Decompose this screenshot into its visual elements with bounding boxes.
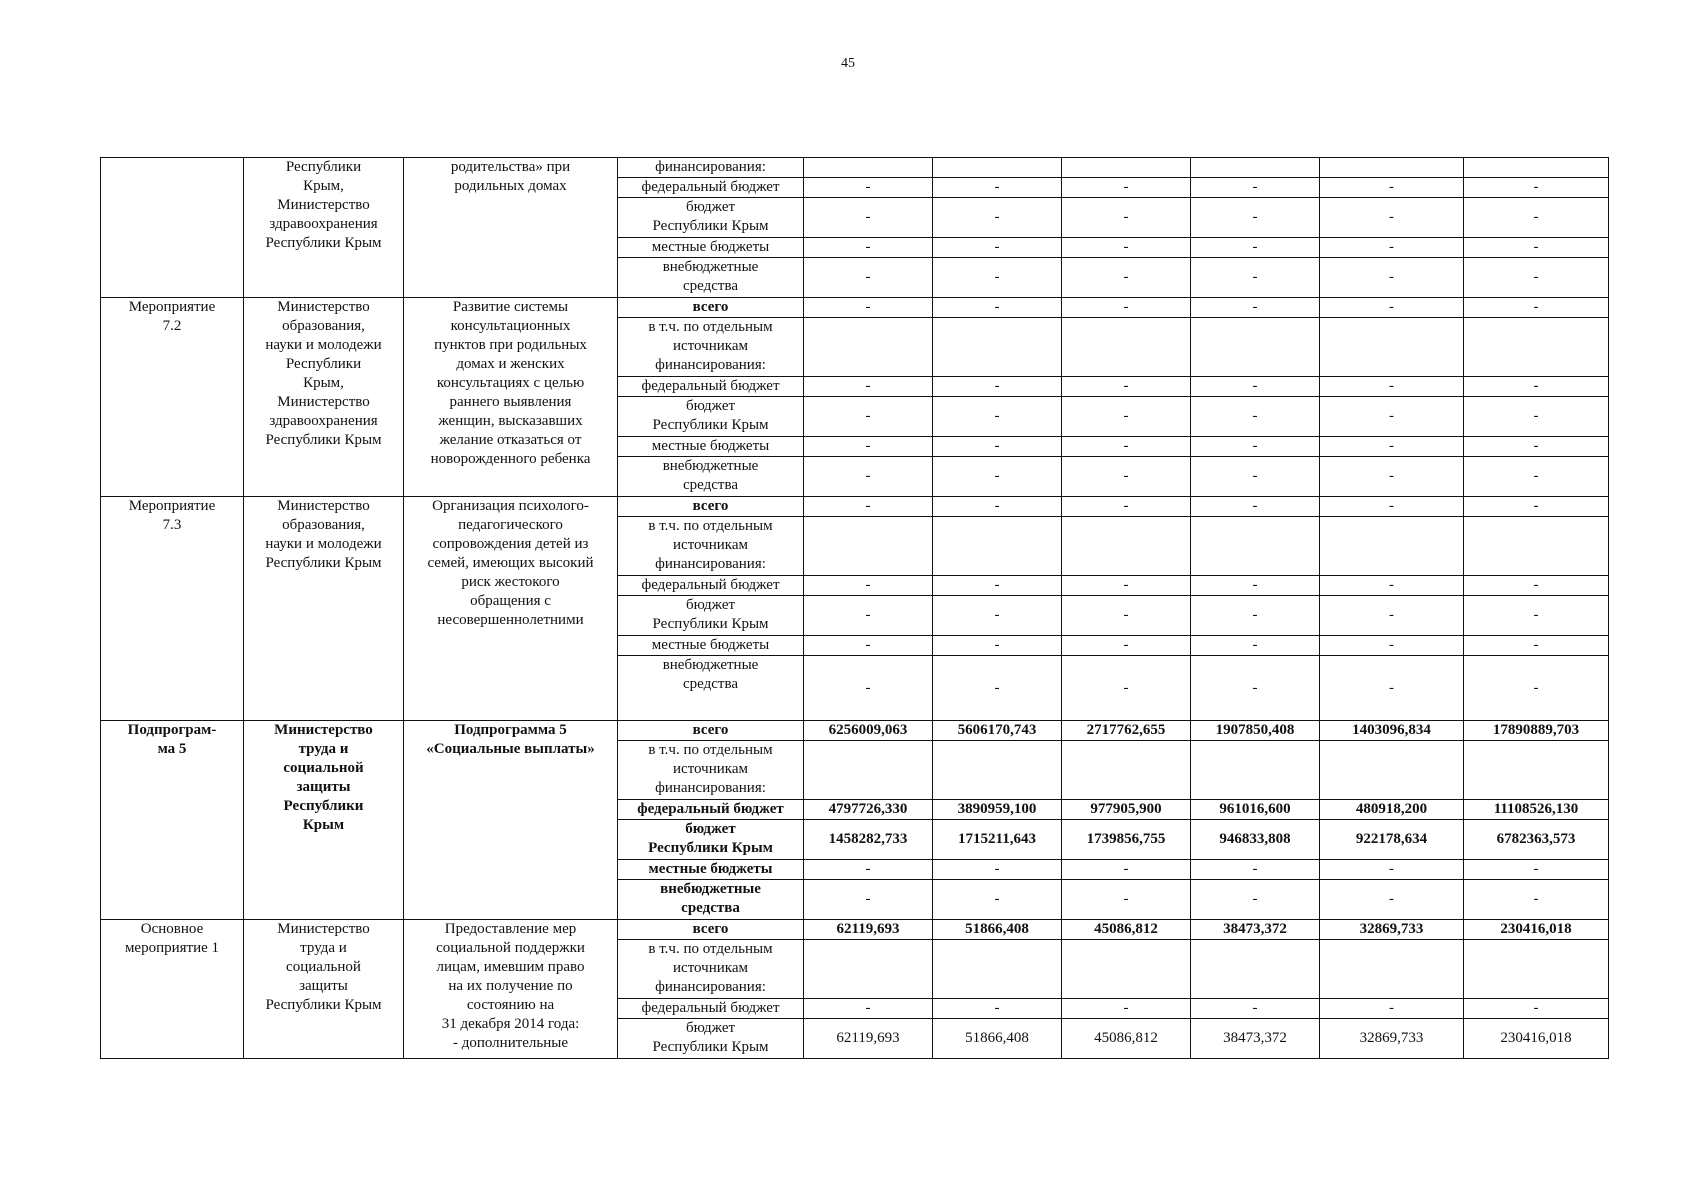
cell-value: - bbox=[1191, 576, 1320, 596]
cell-source: федеральный бюджет bbox=[618, 178, 804, 198]
cell-value: - bbox=[1320, 999, 1464, 1019]
cell-value: - bbox=[933, 198, 1062, 238]
cell-value: - bbox=[1191, 298, 1320, 318]
cell-value bbox=[933, 940, 1062, 999]
cell-value: - bbox=[1464, 999, 1609, 1019]
cell-source: бюджет Республики Крым bbox=[618, 596, 804, 636]
cell-value bbox=[1464, 318, 1609, 377]
cell-value: - bbox=[1191, 258, 1320, 298]
cell-value: - bbox=[804, 860, 933, 880]
cell-name: Подпрограм- ма 5 bbox=[101, 721, 244, 920]
cell-value: - bbox=[1464, 298, 1609, 318]
cell-value: 38473,372 bbox=[1191, 1019, 1320, 1059]
cell-value bbox=[1191, 158, 1320, 178]
page-number: 45 bbox=[841, 56, 855, 71]
cell-value: - bbox=[1320, 457, 1464, 497]
cell-value: - bbox=[804, 497, 933, 517]
cell-value bbox=[1062, 318, 1191, 377]
cell-value: - bbox=[1320, 656, 1464, 721]
cell-value: - bbox=[1062, 238, 1191, 258]
cell-value: - bbox=[1320, 880, 1464, 920]
cell-value: 38473,372 bbox=[1191, 920, 1320, 940]
cell-value: - bbox=[933, 656, 1062, 721]
cell-value: - bbox=[1191, 497, 1320, 517]
cell-source: федеральный бюджет bbox=[618, 377, 804, 397]
cell-value: 6782363,573 bbox=[1464, 820, 1609, 860]
cell-value: 1458282,733 bbox=[804, 820, 933, 860]
cell-source: бюджет Республики Крым bbox=[618, 1019, 804, 1059]
cell-value: - bbox=[1320, 238, 1464, 258]
cell-value: - bbox=[1320, 437, 1464, 457]
cell-value bbox=[1464, 517, 1609, 576]
cell-value: - bbox=[933, 636, 1062, 656]
cell-value: - bbox=[1062, 576, 1191, 596]
cell-value: - bbox=[1320, 377, 1464, 397]
cell-value: 45086,812 bbox=[1062, 920, 1191, 940]
cell-description: Предоставление мер социальной поддержки лицам, имевшим право на их получение по состоянию на 31 декабря 2014 года: - дополнительные bbox=[404, 920, 618, 1059]
cell-value: - bbox=[1320, 596, 1464, 636]
cell-value: 1403096,834 bbox=[1320, 721, 1464, 741]
cell-value: - bbox=[804, 656, 933, 721]
cell-value: - bbox=[1320, 576, 1464, 596]
cell-value: - bbox=[804, 596, 933, 636]
cell-source: бюджет Республики Крым bbox=[618, 820, 804, 860]
cell-value bbox=[804, 517, 933, 576]
cell-value: - bbox=[1191, 596, 1320, 636]
cell-source: внебюджетные средства bbox=[618, 457, 804, 497]
cell-source: местные бюджеты bbox=[618, 437, 804, 457]
cell-value: - bbox=[933, 880, 1062, 920]
cell-value: 32869,733 bbox=[1320, 920, 1464, 940]
cell-value: 1715211,643 bbox=[933, 820, 1062, 860]
cell-value: - bbox=[1320, 636, 1464, 656]
cell-value: - bbox=[1062, 457, 1191, 497]
cell-source: внебюджетные средства bbox=[618, 880, 804, 920]
cell-name: Мероприятие 7.2 bbox=[101, 298, 244, 497]
cell-source: всего bbox=[618, 920, 804, 940]
cell-source: всего bbox=[618, 497, 804, 517]
cell-value: - bbox=[804, 238, 933, 258]
cell-value: - bbox=[1062, 497, 1191, 517]
table-row bbox=[101, 721, 1609, 741]
cell-value: - bbox=[804, 298, 933, 318]
cell-value: 922178,634 bbox=[1320, 820, 1464, 860]
cell-value: - bbox=[933, 178, 1062, 198]
cell-value bbox=[1320, 517, 1464, 576]
cell-source: всего bbox=[618, 721, 804, 741]
cell-value: - bbox=[1464, 457, 1609, 497]
cell-value: - bbox=[804, 457, 933, 497]
cell-value: - bbox=[1062, 636, 1191, 656]
cell-value: - bbox=[1464, 596, 1609, 636]
cell-value bbox=[1191, 517, 1320, 576]
table-row bbox=[101, 497, 1609, 517]
cell-value bbox=[1320, 318, 1464, 377]
cell-value: 3890959,100 bbox=[933, 800, 1062, 820]
cell-value bbox=[933, 158, 1062, 178]
cell-value: - bbox=[1464, 880, 1609, 920]
financing-table bbox=[100, 157, 1609, 1059]
cell-value: - bbox=[1464, 656, 1609, 721]
cell-value: - bbox=[804, 999, 933, 1019]
cell-value bbox=[1320, 741, 1464, 800]
cell-value: - bbox=[933, 377, 1062, 397]
table-row bbox=[101, 920, 1609, 940]
cell-value: - bbox=[1320, 298, 1464, 318]
cell-source: федеральный бюджет bbox=[618, 800, 804, 820]
cell-source: бюджет Республики Крым bbox=[618, 198, 804, 238]
cell-value: - bbox=[1464, 198, 1609, 238]
cell-value: - bbox=[1062, 198, 1191, 238]
cell-value: 1739856,755 bbox=[1062, 820, 1191, 860]
cell-value: - bbox=[1191, 198, 1320, 238]
cell-description: Организация психолого- педагогического сопровождения детей из семей, имеющих высокий риск жестокого обращения с несовершеннолетними bbox=[404, 497, 618, 721]
cell-source: федеральный бюджет bbox=[618, 999, 804, 1019]
cell-value: - bbox=[1191, 636, 1320, 656]
cell-value: 1907850,408 bbox=[1191, 721, 1320, 741]
cell-value: - bbox=[1464, 178, 1609, 198]
cell-value: - bbox=[804, 198, 933, 238]
cell-source: всего bbox=[618, 298, 804, 318]
cell-executor: Министерство образования, науки и молодежи Республики Крым bbox=[244, 497, 404, 721]
cell-value bbox=[933, 517, 1062, 576]
cell-description: Подпрограмма 5 «Социальные выплаты» bbox=[404, 721, 618, 920]
cell-value: - bbox=[1320, 258, 1464, 298]
cell-executor: Министерство образования, науки и молодежи Республики Крым, Министерство здравоохранения Республики Крым bbox=[244, 298, 404, 497]
cell-source: бюджет Республики Крым bbox=[618, 397, 804, 437]
cell-source: финансирования: bbox=[618, 158, 804, 178]
cell-value: 62119,693 bbox=[804, 1019, 933, 1059]
cell-source: местные бюджеты bbox=[618, 860, 804, 880]
cell-value: - bbox=[933, 457, 1062, 497]
cell-value: - bbox=[1464, 860, 1609, 880]
cell-value bbox=[804, 158, 933, 178]
table-row bbox=[101, 298, 1609, 318]
cell-description: родительства» при родильных домах bbox=[404, 158, 618, 298]
cell-value bbox=[1464, 158, 1609, 178]
cell-source: в т.ч. по отдельным источникам финансирования: bbox=[618, 517, 804, 576]
cell-value: - bbox=[1191, 238, 1320, 258]
cell-value: - bbox=[804, 377, 933, 397]
cell-value: - bbox=[1464, 576, 1609, 596]
cell-value: - bbox=[1320, 178, 1464, 198]
cell-value: - bbox=[1191, 656, 1320, 721]
cell-value: - bbox=[933, 238, 1062, 258]
cell-value: 11108526,130 bbox=[1464, 800, 1609, 820]
cell-value bbox=[1191, 940, 1320, 999]
cell-value: - bbox=[933, 258, 1062, 298]
cell-value: - bbox=[1464, 437, 1609, 457]
cell-value bbox=[1062, 517, 1191, 576]
cell-value bbox=[933, 741, 1062, 800]
cell-value: - bbox=[1191, 457, 1320, 497]
cell-value: - bbox=[1464, 258, 1609, 298]
cell-source: в т.ч. по отдельным источникам финансирования: bbox=[618, 318, 804, 377]
cell-source: местные бюджеты bbox=[618, 238, 804, 258]
cell-value: 977905,900 bbox=[1062, 800, 1191, 820]
cell-value: - bbox=[933, 999, 1062, 1019]
cell-value: - bbox=[804, 576, 933, 596]
cell-value bbox=[1062, 158, 1191, 178]
cell-value: 51866,408 bbox=[933, 1019, 1062, 1059]
cell-value: - bbox=[804, 636, 933, 656]
cell-value: - bbox=[1062, 656, 1191, 721]
cell-source: внебюджетные средства bbox=[618, 258, 804, 298]
cell-value: - bbox=[933, 576, 1062, 596]
cell-executor: Министерство труда и социальной защиты Республики Крым bbox=[244, 721, 404, 920]
cell-value: - bbox=[1191, 397, 1320, 437]
cell-value: - bbox=[1062, 397, 1191, 437]
cell-value: 62119,693 bbox=[804, 920, 933, 940]
cell-value: 17890889,703 bbox=[1464, 721, 1609, 741]
cell-value bbox=[1191, 741, 1320, 800]
cell-value: - bbox=[933, 860, 1062, 880]
cell-value: 6256009,063 bbox=[804, 721, 933, 741]
cell-value: - bbox=[1062, 596, 1191, 636]
cell-value: - bbox=[1320, 397, 1464, 437]
cell-value: - bbox=[933, 596, 1062, 636]
cell-value bbox=[1320, 158, 1464, 178]
cell-value bbox=[804, 318, 933, 377]
cell-source: в т.ч. по отдельным источникам финансирования: bbox=[618, 741, 804, 800]
cell-value: - bbox=[1062, 880, 1191, 920]
cell-value: - bbox=[1464, 397, 1609, 437]
cell-value: - bbox=[1191, 999, 1320, 1019]
cell-value: - bbox=[1464, 497, 1609, 517]
cell-value: - bbox=[1062, 298, 1191, 318]
cell-value: - bbox=[1464, 377, 1609, 397]
cell-value bbox=[1062, 741, 1191, 800]
cell-value bbox=[804, 741, 933, 800]
cell-value: 4797726,330 bbox=[804, 800, 933, 820]
cell-executor: Министерство труда и социальной защиты Республики Крым bbox=[244, 920, 404, 1059]
cell-value: - bbox=[1191, 860, 1320, 880]
cell-value: - bbox=[1320, 198, 1464, 238]
cell-value bbox=[1464, 741, 1609, 800]
cell-value: - bbox=[933, 397, 1062, 437]
cell-value: - bbox=[933, 437, 1062, 457]
cell-value: 230416,018 bbox=[1464, 1019, 1609, 1059]
cell-name: Мероприятие 7.3 bbox=[101, 497, 244, 721]
cell-value: - bbox=[1062, 437, 1191, 457]
cell-executor: Республики Крым, Министерство здравоохранения Республики Крым bbox=[244, 158, 404, 298]
cell-value: - bbox=[804, 258, 933, 298]
cell-value bbox=[1191, 318, 1320, 377]
cell-value: - bbox=[1062, 999, 1191, 1019]
cell-value: - bbox=[1191, 437, 1320, 457]
cell-value: 480918,200 bbox=[1320, 800, 1464, 820]
cell-value: - bbox=[1320, 860, 1464, 880]
cell-value: - bbox=[804, 437, 933, 457]
cell-value: - bbox=[933, 298, 1062, 318]
cell-source: федеральный бюджет bbox=[618, 576, 804, 596]
cell-value: - bbox=[804, 178, 933, 198]
cell-value bbox=[1062, 940, 1191, 999]
cell-value: - bbox=[1062, 377, 1191, 397]
cell-value: - bbox=[933, 497, 1062, 517]
cell-value: - bbox=[804, 880, 933, 920]
cell-value: 51866,408 bbox=[933, 920, 1062, 940]
cell-source: местные бюджеты bbox=[618, 636, 804, 656]
cell-description: Развитие системы консультационных пунктов при родильных домах и женских консультациях с целью раннего выявления женщин, высказавших желание отказаться от новорожденного ребенка bbox=[404, 298, 618, 497]
cell-value: 2717762,655 bbox=[1062, 721, 1191, 741]
cell-value bbox=[1464, 940, 1609, 999]
cell-value: 230416,018 bbox=[1464, 920, 1609, 940]
cell-value: 32869,733 bbox=[1320, 1019, 1464, 1059]
cell-value: - bbox=[1191, 178, 1320, 198]
cell-value: - bbox=[1320, 497, 1464, 517]
cell-source: в т.ч. по отдельным источникам финансирования: bbox=[618, 940, 804, 999]
cell-value: - bbox=[1062, 258, 1191, 298]
cell-value: 45086,812 bbox=[1062, 1019, 1191, 1059]
cell-value: - bbox=[1191, 377, 1320, 397]
cell-value bbox=[1320, 940, 1464, 999]
cell-value: - bbox=[1191, 880, 1320, 920]
cell-value: 961016,600 bbox=[1191, 800, 1320, 820]
cell-source: внебюджетные средства bbox=[618, 656, 804, 721]
cell-value: 946833,808 bbox=[1191, 820, 1320, 860]
cell-value: - bbox=[1062, 860, 1191, 880]
cell-value bbox=[933, 318, 1062, 377]
cell-value: - bbox=[1062, 178, 1191, 198]
cell-value: - bbox=[1464, 636, 1609, 656]
table-row bbox=[101, 158, 1609, 178]
cell-value bbox=[804, 940, 933, 999]
cell-value: - bbox=[804, 397, 933, 437]
cell-value: 5606170,743 bbox=[933, 721, 1062, 741]
cell-name: Основное мероприятие 1 bbox=[101, 920, 244, 1059]
cell-name bbox=[101, 158, 244, 298]
cell-value: - bbox=[1464, 238, 1609, 258]
